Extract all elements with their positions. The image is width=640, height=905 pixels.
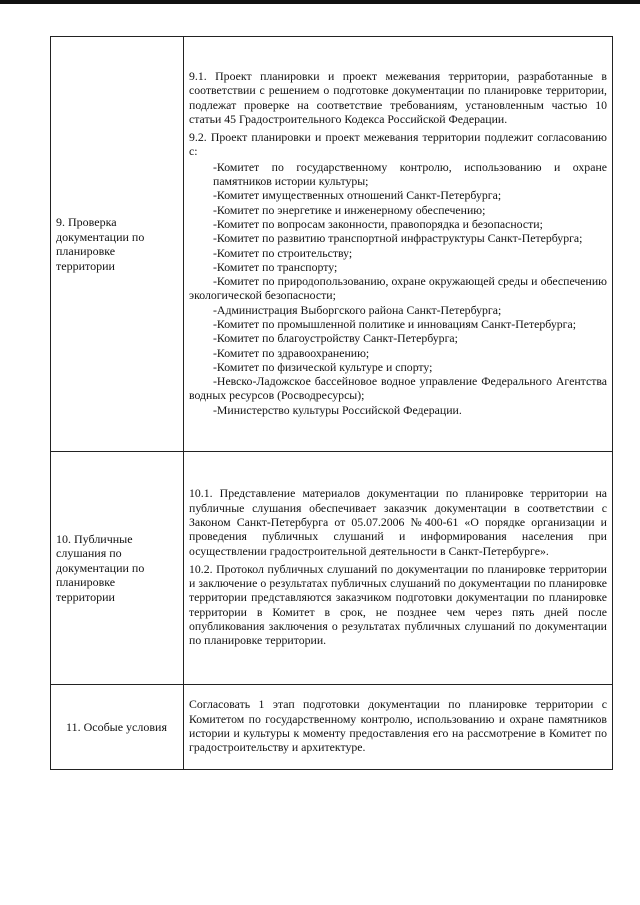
paragraph: 10.2. Протокол публичных слушаний по документации по планировке территории и заключение о результатах публичных слушаний по документации по планировке территории представляются заказчиком подготовки документации по планировке территории в Комитет в срок, не позднее чем через пять дней после опубликования заключения о результатах публичных слушаний по документации по планировке территории. bbox=[189, 561, 607, 648]
paragraph: 9.2. Проект планировки и проект межевания территории подлежит согласованию с: bbox=[189, 130, 607, 159]
list-item: -Комитет по транспорту; bbox=[213, 259, 338, 274]
list-item: -Комитет по энергетике и инженерному обеспечению; bbox=[213, 202, 486, 217]
page-top-border bbox=[0, 0, 640, 4]
list-item: -Комитет по развитию транспортной инфраструктуры Санкт-Петербурга; bbox=[213, 231, 583, 246]
list-item: -Комитет по физической культуре и спорту; bbox=[213, 359, 433, 374]
list-item: -Комитет по благоустройству Санкт-Петербурга; bbox=[213, 331, 458, 346]
paragraph: 10.1. Представление материалов документации по планировке территории на публичные слушания обеспечивает заказчик документации в соответствии с Законом Санкт-Петербурга от 05.07.2006 №400-61 «О порядке организации и проведения публичных слушаний и информирования населения при осуществлении градостроительной деятельности в Санкт-Петербурге». bbox=[189, 486, 607, 558]
table-row bbox=[51, 452, 613, 685]
list-item: -Комитет по здравоохранению; bbox=[213, 345, 370, 360]
row-label-text: 9. Проверка документации по планировке территории bbox=[56, 215, 145, 273]
list-item: -Комитет имущественных отношений Санкт-Петербурга; bbox=[213, 188, 502, 203]
row-content bbox=[184, 685, 613, 770]
list-item: -Администрация Выборгского района Санкт-Петербурга; bbox=[213, 302, 502, 317]
list-item: -Комитет по промышленной политике и инновациям Санкт-Петербурга; bbox=[213, 316, 576, 331]
list-item: -Комитет по государственному контролю, использованию и охране памятников истории культуры; bbox=[213, 159, 607, 189]
paragraph: 9.1. Проект планировки и проект межевания территории, разработанные в соответствии с решением о подготовке документации по планировке территории, подлежат проверке на соответствие требованиям, установленным частью 10 статьи 45 Градостроительного Кодекса Российской Федерации. bbox=[189, 68, 607, 126]
row-content bbox=[184, 37, 613, 452]
row-label-text: 11. Особые условия bbox=[66, 719, 167, 734]
row-label bbox=[51, 452, 184, 685]
paragraph: Согласовать 1 этап подготовки документации по планировке территории с Комитетом по государственному контролю, использованию и охране памятников истории и культуры к моменту предоставления его на рассмотрение в Комитет по градостроительству и архитектуре. bbox=[189, 697, 607, 755]
requirements-table bbox=[50, 36, 613, 770]
list-item: -Комитет по природопользованию, охране окружающей среды и обеспечению экологической безопасности; bbox=[189, 274, 607, 303]
table-row bbox=[51, 685, 613, 770]
list-item: -Комитет по вопросам законности, правопорядка и безопасности; bbox=[213, 216, 543, 231]
row-label-text: 10. Публичные слушания по документации по планировке территории bbox=[56, 531, 145, 604]
list-item: -Министерство культуры Российской Федерации. bbox=[213, 402, 462, 417]
list-item: -Невско-Ладожское бассейновое водное управление Федерального Агентства водных ресурсов (Росводресурсы); bbox=[189, 374, 607, 403]
list-item: -Комитет по строительству; bbox=[213, 245, 353, 260]
row-label bbox=[51, 685, 184, 770]
row-label bbox=[51, 37, 184, 452]
approval-list bbox=[189, 160, 607, 417]
table-row bbox=[51, 37, 613, 452]
row-content bbox=[184, 452, 613, 685]
